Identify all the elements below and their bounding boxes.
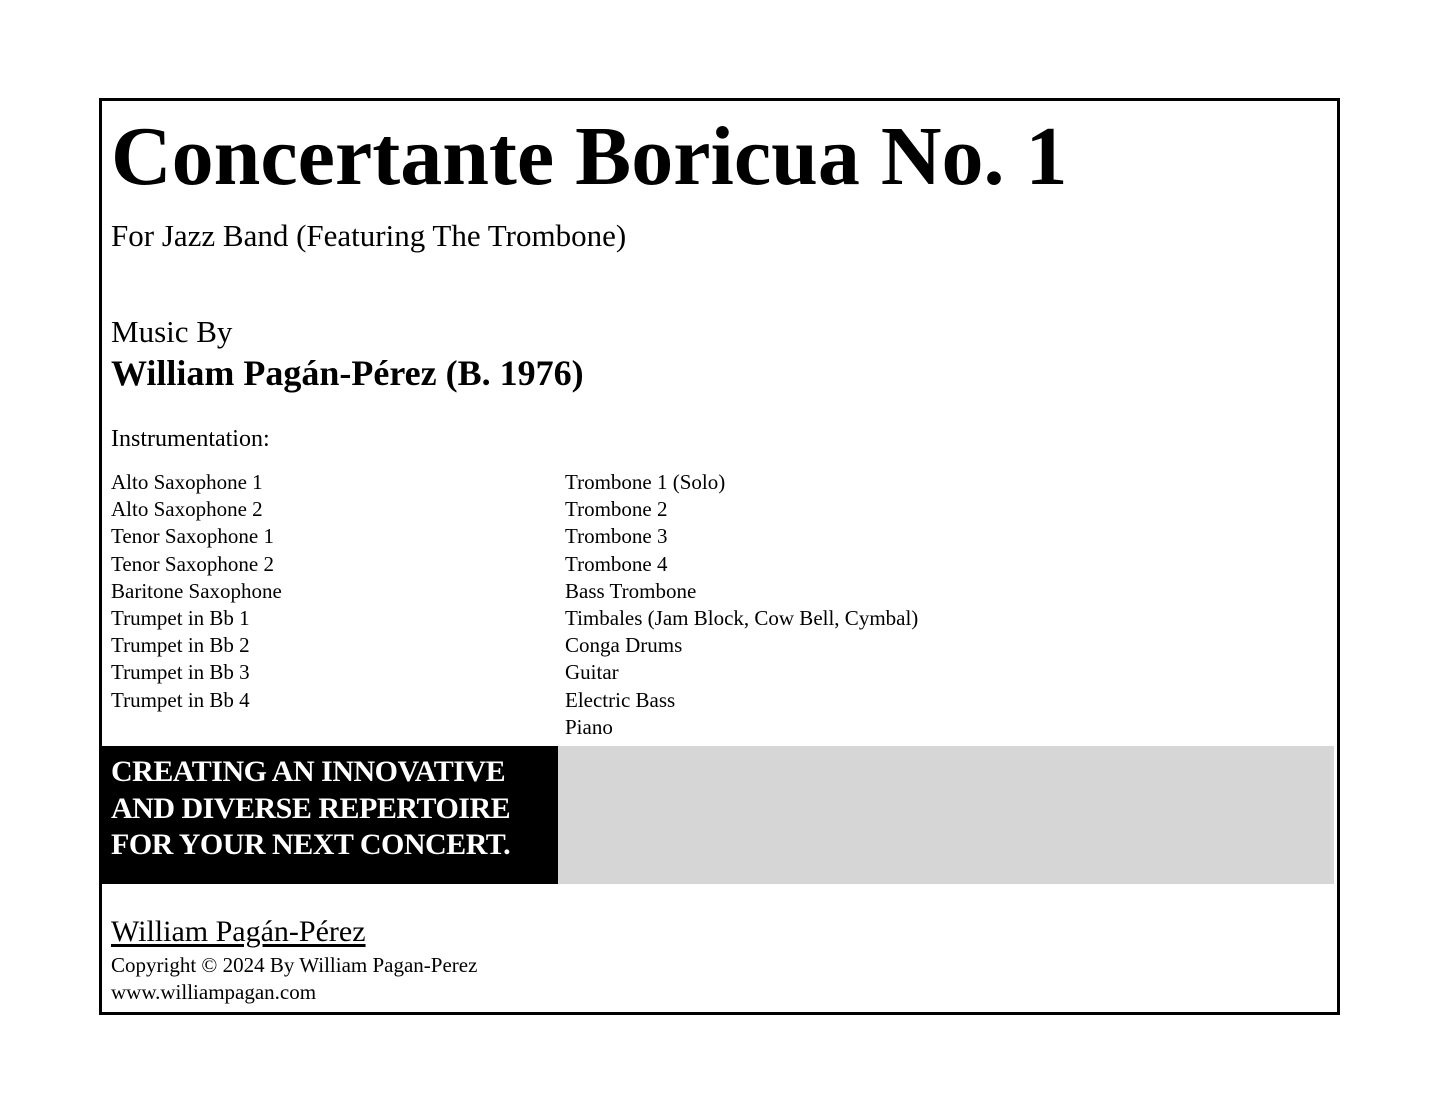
instrument-item: Trumpet in Bb 4 [111,687,250,712]
instrument-item: Trombone 2 [565,497,668,522]
instrument-item: Electric Bass [565,687,676,712]
author-link[interactable]: William Pagán-Pérez [111,915,366,948]
instrument-item: Piano [565,714,613,739]
tagline-line: CREATING AN INNOVATIVE [111,755,506,788]
instrument-item: Trombone 3 [565,524,668,549]
composer-name: William Pagán-Pérez (B. 1976) [111,353,584,393]
instrument-item: Bass Trombone [565,578,697,603]
instrumentation-label: Instrumentation: [111,426,270,452]
instrument-list-right [565,469,918,741]
copyright-text: Copyright © 2024 By William Pagan-Perez [111,953,478,977]
banner-gray-panel [558,746,1334,884]
instrument-item: Baritone Saxophone [111,578,282,603]
instrument-item: Trombone 4 [565,551,668,576]
page-title: Concertante Boricua No. 1 [111,110,1068,203]
instrument-item: Trumpet in Bb 2 [111,633,250,658]
subtitle: For Jazz Band (Featuring The Trombone) [111,218,627,253]
instrument-list-left [111,469,282,714]
instrument-item: Guitar [565,660,619,685]
website-text: www.williampagan.com [111,980,317,1004]
tagline-line: FOR YOUR NEXT CONCERT. [111,828,511,861]
tagline-banner [102,746,558,884]
instrument-item: Conga Drums [565,633,683,658]
instrument-item: Trumpet in Bb 3 [111,660,250,685]
instrument-item: Tenor Saxophone 1 [111,524,274,549]
music-by-label: Music By [111,314,233,349]
score-cover-page [99,98,1340,1015]
instrument-item: Tenor Saxophone 2 [111,551,274,576]
tagline-line: AND DIVERSE REPERTOIRE [111,791,511,825]
instrument-item: Trombone 1 (Solo) [565,470,726,494]
instrument-item: Trumpet in Bb 1 [111,606,250,631]
instrument-item: Alto Saxophone 2 [111,497,263,522]
instrument-item: Alto Saxophone 1 [111,470,263,494]
instrument-item: Timbales (Jam Block, Cow Bell, Cymbal) [565,606,919,631]
